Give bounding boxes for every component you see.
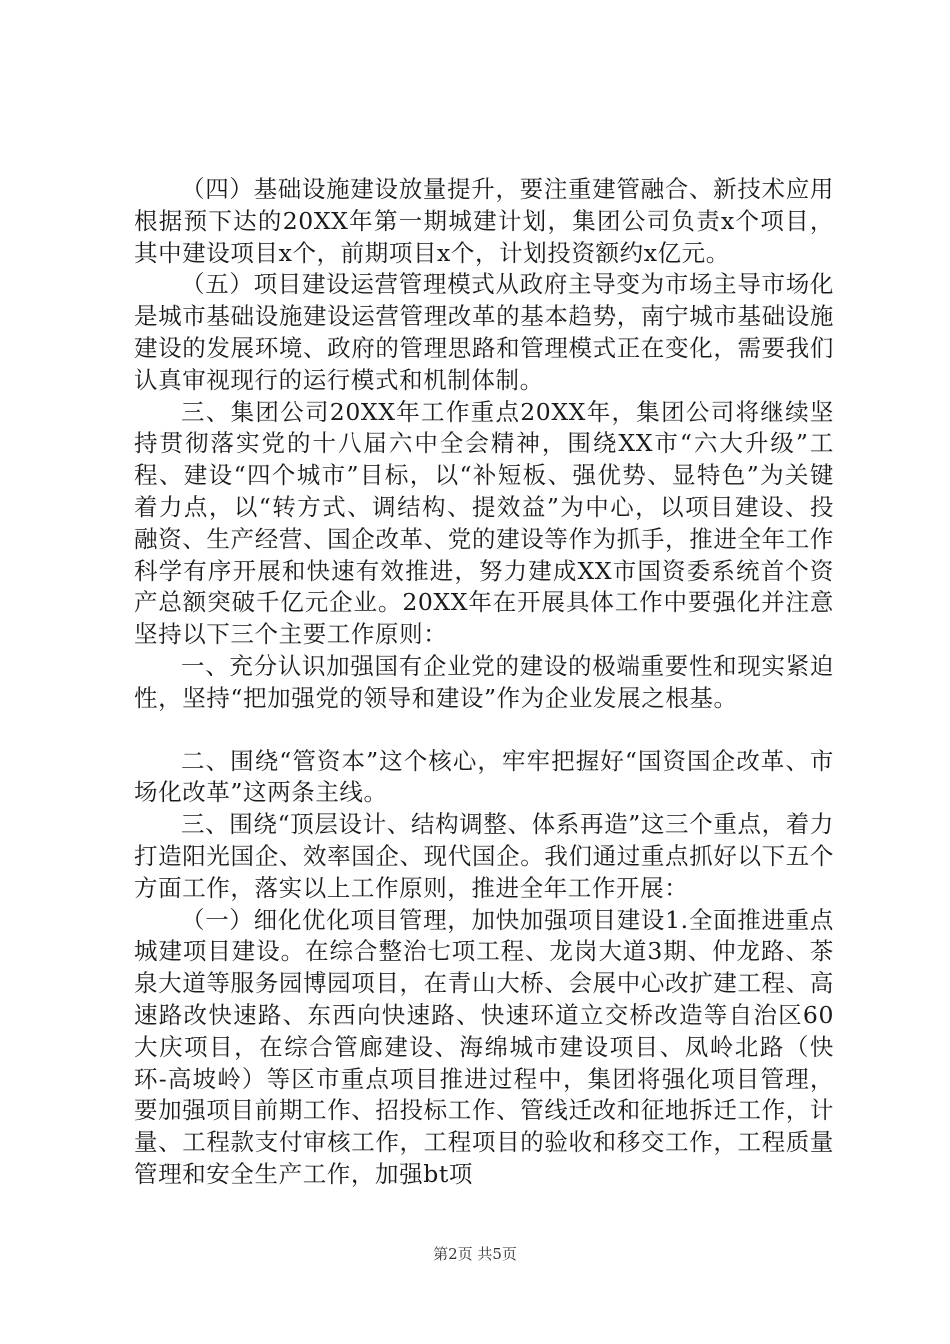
paragraph-operation-model: （五）项目建设运营管理模式从政府主导变为市场主导市场化是城市基础设施建设运营管理改革的基本趋势，南宁城市基础设施建设的发展环境、政府的管理思路和管理模式正在变化，需要我们认真审视现行的运行模式和机制体制。 — [134, 270, 834, 394]
paragraph-principle-one: 一、充分认识加强国有企业党的建设的极端重要性和现实紧迫性，坚持“把加强党的领导和建设”作为企业发展之根基。 — [134, 651, 834, 712]
paragraph-infrastructure: （四）基础设施建设放量提升，要注重建管融合、新技术应用根据预下达的20XX年第一期城建计划，集团公司负责x个项目，其中建设项目x个，前期项目x个，计划投资额约x亿元。 — [134, 175, 834, 267]
paragraph-principle-three: 三、围绕“顶层设计、结构调整、体系再造”这三个重点，着力打造阳光国企、效率国企、现代国企。我们通过重点抓好以下五个方面工作，落实以上工作原则，推进全年工作开展： — [134, 810, 834, 902]
paragraph-work-focus: 三、集团公司20XX年工作重点20XX年，集团公司将继续坚持贯彻落实党的十八届六中全会精神，围绕XX市“六大升级”工程、建设“四个城市”目标，以“补短板、强优势、显特色”为关键着力点，以“转方式、调结构、提效益”为中心，以项目建设、投融资、生产经营、国企改革、党的建设等作为抓手，推进全年工作科学有序开展和快速有效推进，努力建成XX市国资委系统首个资产总额突破千亿元企业。20XX年在开展具体工作中要强化并注意坚持以下三个主要工作原则： — [134, 397, 834, 649]
paragraph-project-management: （一）细化优化项目管理，加快加强项目建设1.全面推进重点城建项目建设。在综合整治七项工程、龙岗大道3期、仲龙路、茶泉大道等服务园博园项目，在青山大桥、会展中心改扩建工程、高速路改快速路、东西向快速路、快速环道立交桥改造等自治区60大庆项目，在综合管廊建设、海绵城市建设项目、凤岭北路（快环-高坡岭）等区市重点项目推进过程中，集团将强化项目管理，要加强项目前期工作、招投标工作、管线迁改和征地拆迁工作，计量、工程款支付审核工作，工程项目的验收和移交工作，工程质量管理和安全生产工作，加强bt项 — [134, 905, 834, 1188]
paragraph-principle-two: 二、围绕“管资本”这个核心，牢牢把握好“国资国企改革、市场化改革”这两条主线。 — [134, 746, 834, 807]
document-body — [134, 174, 834, 1191]
page-footer: 第2页 共5页 — [433, 1245, 517, 1263]
paragraph-gap — [134, 715, 834, 746]
